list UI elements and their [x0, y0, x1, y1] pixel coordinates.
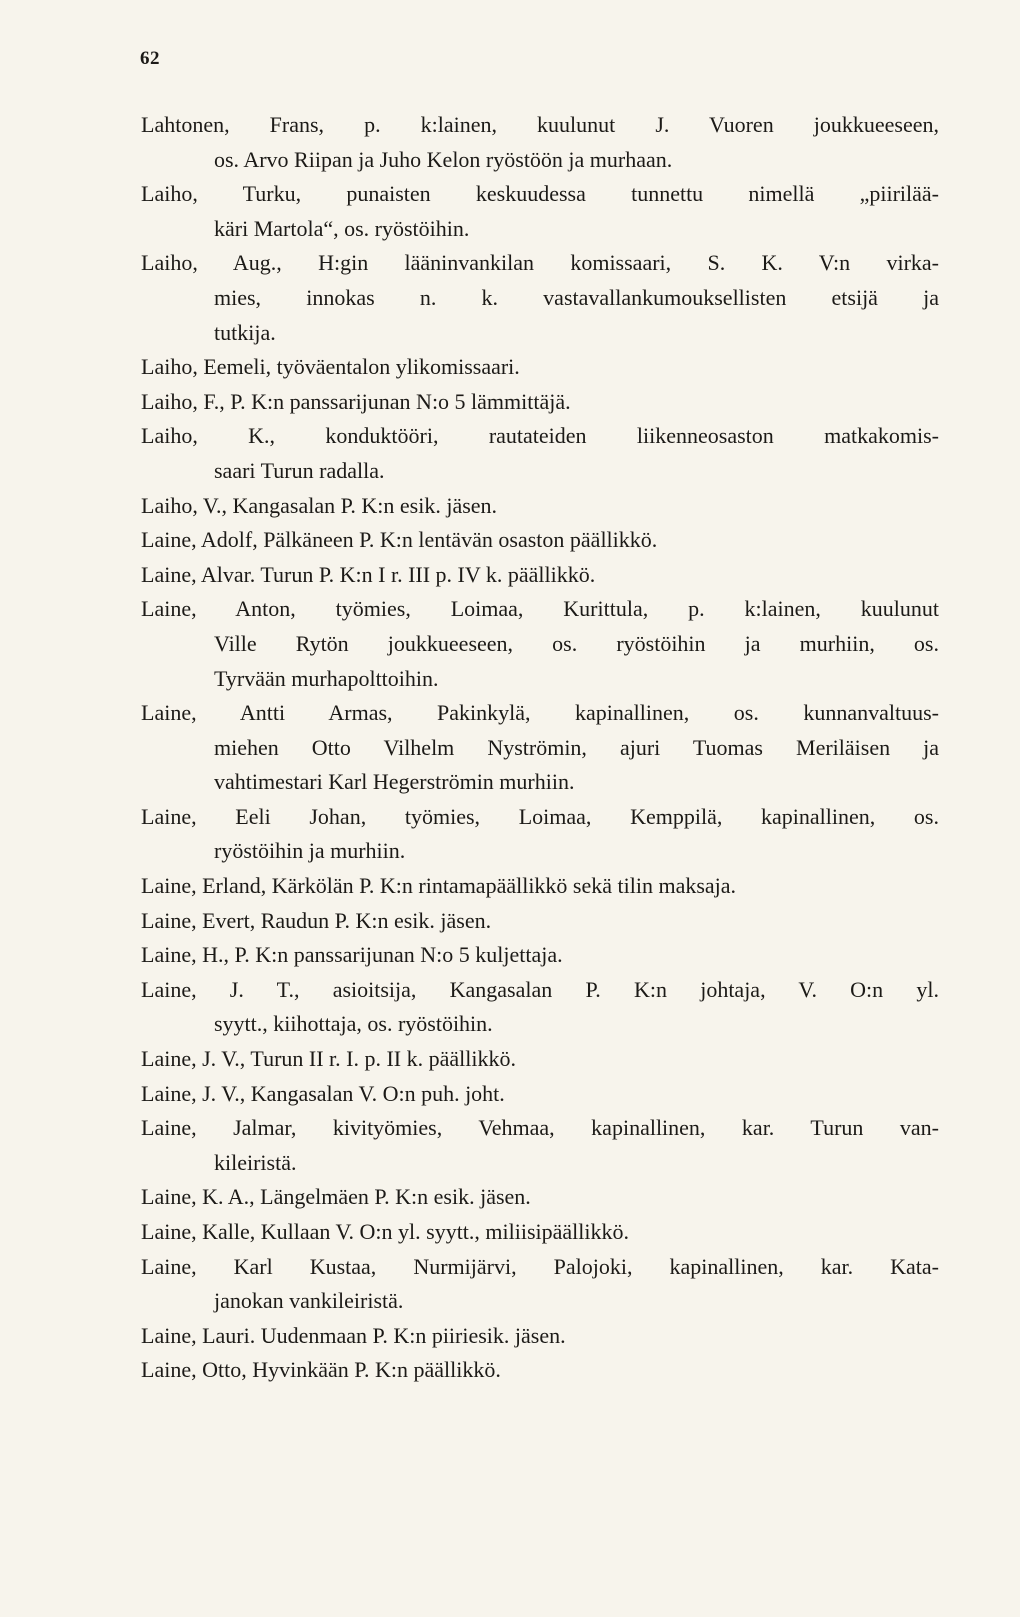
- entry-continuation: Ville Rytön joukkueeseen, os. ryöstöihin ja murhiin, os.: [214, 630, 939, 656]
- entry-headline: Laine, K. A., Längelmäen P. K:n esik. jäsen.: [141, 1184, 531, 1210]
- entry-continuation: syytt., kiihottaja, os. ryöstöihin.: [214, 1011, 493, 1037]
- entry-continuation: mies, innokas n. k. vastavallankumouksellisten etsijä ja: [214, 284, 939, 310]
- list-item: [0, 385, 1020, 420]
- list-item: [0, 938, 1020, 973]
- entry-headline: Laine, J. V., Kangasalan V. O:n puh. joht.: [141, 1080, 505, 1106]
- entry-headline: Laine, Adolf, Pälkäneen P. K:n lentävän osaston päällikkö.: [141, 527, 658, 553]
- entry-headline: Laine, Eeli Johan, työmies, Loimaa, Kemppilä, kapinallinen, os.: [141, 803, 939, 829]
- list-item: [0, 523, 1020, 558]
- entry-headline: Laine, J. V., Turun II r. I. p. II k. päällikkö.: [141, 1046, 516, 1072]
- entry-headline: Laiho, F., P. K:n panssarijunan N:o 5 lämmittäjä.: [141, 388, 571, 414]
- list-item: [0, 246, 1020, 350]
- list-item: [0, 1180, 1020, 1215]
- entry-continuation: saari Turun radalla.: [214, 457, 385, 483]
- entry-continuation: ryöstöihin ja murhiin.: [214, 838, 406, 864]
- list-item: [0, 1250, 1020, 1319]
- entry-continuation: käri Martola“, os. ryöstöihin.: [214, 215, 470, 241]
- entry-continuation: os. Arvo Riipan ja Juho Kelon ryöstöön ja murhaan.: [214, 146, 673, 172]
- entry-headline: Laine, H., P. K:n panssarijunan N:o 5 kuljettaja.: [141, 942, 563, 968]
- entry-headline: Laine, Jalmar, kivityömies, Vehmaa, kapinallinen, kar. Turun van-: [141, 1115, 939, 1141]
- entry-headline: Lahtonen, Frans, p. k:lainen, kuulunut J. Vuoren joukkueeseen,: [141, 112, 939, 137]
- entry-headline: Laine, Lauri. Uudenmaan P. K:n piiriesik. jäsen.: [141, 1322, 566, 1348]
- entry-continuation: vahtimestari Karl Hegerströmin murhiin.: [214, 769, 575, 795]
- list-item: [0, 973, 1020, 1042]
- entry-continuation: janokan vankileiristä.: [214, 1288, 404, 1314]
- entry-headline: Laiho, V., Kangasalan P. K:n esik. jäsen.: [141, 492, 498, 518]
- list-item: [0, 1042, 1020, 1077]
- entry-headline: Laine, Evert, Raudun P. K:n esik. jäsen.: [141, 907, 492, 933]
- entry-headline: Laiho, K., konduktööri, rautateiden liikenneosaston matkakomis-: [141, 423, 939, 449]
- entry-headline: Laine, Otto, Hyvinkään P. K:n päällikkö.: [141, 1357, 501, 1383]
- entry-headline: Laiho, Aug., H:gin lääninvankilan komissaari, S. K. V:n virka-: [141, 250, 939, 276]
- entry-headline: Laiho, Turku, punaisten keskuudessa tunnettu nimellä „piirilää-: [141, 181, 939, 207]
- list-item: [0, 1215, 1020, 1250]
- page-number: 62: [140, 48, 160, 69]
- entry-headline: Laiho, Eemeli, työväentalon ylikomissaari.: [141, 354, 520, 380]
- list-item: [0, 904, 1020, 939]
- list-item: [0, 1077, 1020, 1112]
- entry-headline: Laine, Karl Kustaa, Nurmijärvi, Palojoki, kapinallinen, kar. Kata-: [141, 1253, 939, 1279]
- list-item: [0, 1111, 1020, 1180]
- list-item: [0, 696, 1020, 800]
- list-item: [0, 350, 1020, 385]
- entry-continuation: Tyrvään murhapolttoihin.: [214, 665, 439, 691]
- entry-headline: Laine, Erland, Kärkölän P. K:n rintamapäällikkö sekä tilin maksaja.: [141, 873, 737, 899]
- list-item: [0, 1319, 1020, 1354]
- list-item: [0, 869, 1020, 904]
- list-item: [0, 558, 1020, 593]
- entry-list: [0, 108, 1020, 1388]
- list-item: [0, 1353, 1020, 1388]
- entry-continuation: tutkija.: [214, 319, 276, 345]
- entry-headline: Laine, J. T., asioitsija, Kangasalan P. K:n johtaja, V. O:n yl.: [141, 976, 939, 1002]
- entry-continuation: kileiristä.: [214, 1149, 297, 1175]
- list-item: [0, 419, 1020, 488]
- list-item: [0, 592, 1020, 696]
- list-item: [0, 108, 1020, 177]
- entry-headline: Laine, Antti Armas, Pakinkylä, kapinallinen, os. kunnanvaltuus-: [141, 700, 939, 726]
- entry-headline: Laine, Kalle, Kullaan V. O:n yl. syytt., miliisipäällikkö.: [141, 1219, 630, 1244]
- entry-headline: Laine, Alvar. Turun P. K:n I r. III p. IV k. päällikkö.: [141, 561, 596, 587]
- entry-headline: Laine, Anton, työmies, Loimaa, Kurittula, p. k:lainen, kuulunut: [141, 596, 939, 622]
- entry-continuation: miehen Otto Vilhelm Nyströmin, ajuri Tuomas Meriläisen ja: [214, 734, 939, 760]
- list-item: [0, 800, 1020, 869]
- list-item: [0, 177, 1020, 246]
- list-item: [0, 489, 1020, 524]
